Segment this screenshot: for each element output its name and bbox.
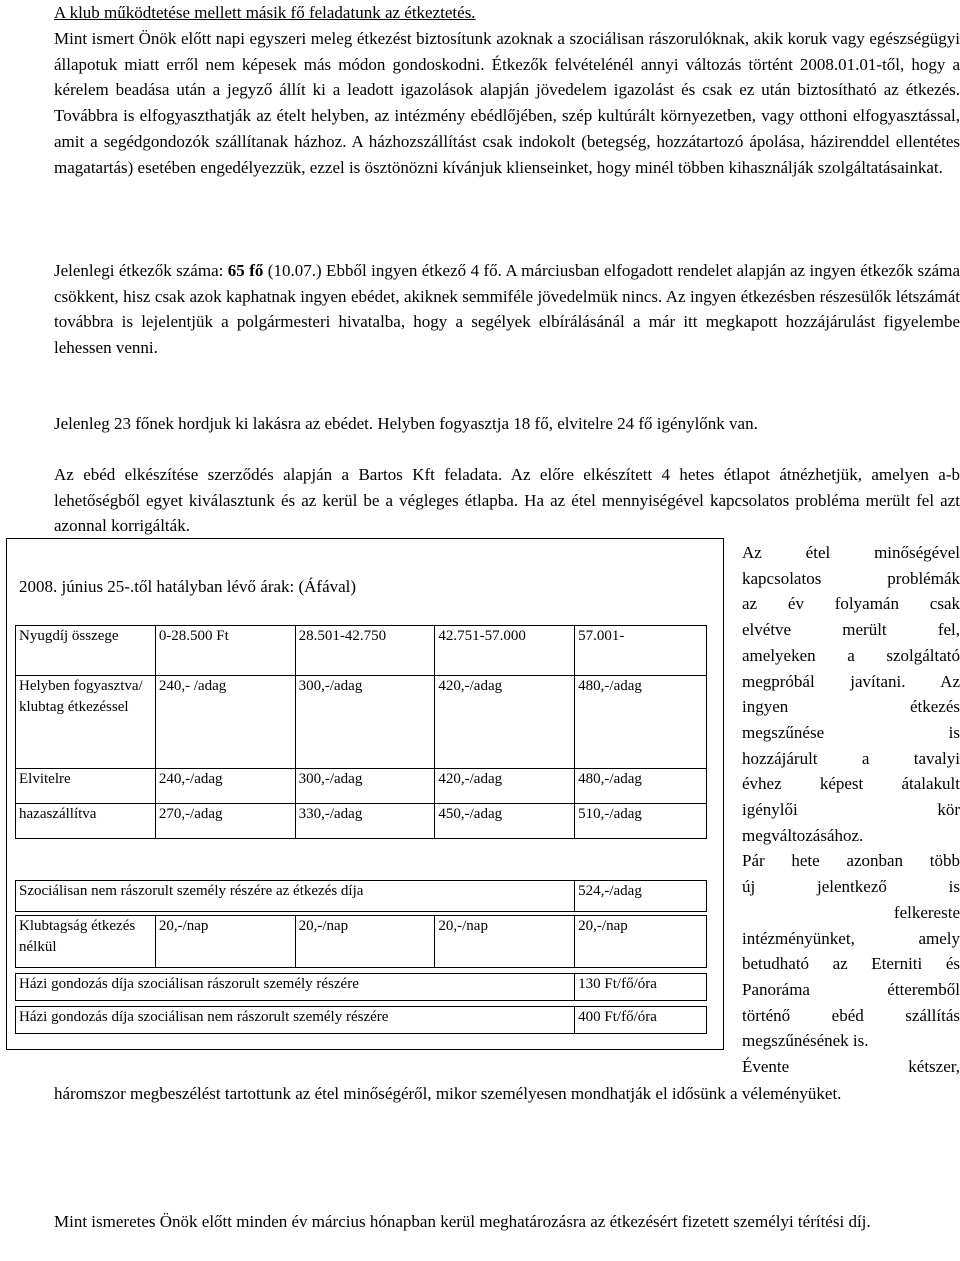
- side-line: elvétve merült fel,: [742, 620, 960, 640]
- paragraph-meal-service: Mint ismert Önök előtt napi egyszeri meleg étkezést biztosítunk azoknak a szociálisan rászorulóknak, akik koruk vagy egészségügyi állapotuk miatt erről nem képesek más módon gondoskodni. Étkezők felvételénél annyi változás történt 2008.01.01-től, hogy a kérelem beadása után a jegyző állít ki a leadott igazolások alapján jövedelem igazolást és csak ez után biztosítható az étkezés. Továbbra is elfogyaszthatják az ételt helyben, az intézmény ebédlőjében, szép kultúrált környezetben, vagy otthoni elfogyasztással, amit a segédgondozók szállítanak házhoz. A házhozszállítást csak indokolt (betegség, hozzátartozó ápolása, házirenddel ellentétes magatartás) esetében engedélyezzük, ezzel is ösztönözni kívánjuk klienseinket, hogy minél többen kihasználják szolgáltatásainkat.: [54, 29, 960, 177]
- price-box-title: 2008. június 25-.től hatályban lévő árak: (Áfával): [19, 577, 357, 596]
- side-line: betudható az Eterniti és: [742, 954, 960, 974]
- price-table-club: [15, 915, 707, 968]
- takeaway-price-4: 480,-/adag: [575, 769, 707, 804]
- takeaway-price-3: 420,-/adag: [435, 769, 575, 804]
- diners-suffix: (10.07.) Ebből ingyen étkező 4 fő. A márciusban elfogadott rendelet alapján az ingyen étkezők száma csökkent, hisz csak azok kaphatnak ingyen ebédet, akiknek semmiféle jövedelmük nincs. Az ingyen étkezésben részesülők létszámát továbbra is lejelentjük a polgármesteri hivatalba, hogy a segélyek elbírálásánál a már itt megkapott hozzájárulást figyelembe lehessen venni.: [54, 261, 960, 358]
- table-row-non-needy: [16, 881, 707, 912]
- price-table-home-care-non-needy: [15, 1006, 707, 1034]
- takeaway-price-1: 240,-/adag: [155, 769, 295, 804]
- home-care-non-needy-price: 400 Ft/fő/óra: [575, 1007, 707, 1034]
- table-row-takeaway: [16, 769, 707, 804]
- intro-line: [54, 0, 960, 26]
- side-line: ingyen étkezés: [742, 697, 960, 717]
- tier-4: 57.001-: [575, 626, 707, 676]
- side-line: amelyeken a szolgáltató: [742, 645, 960, 665]
- price-table-main: [15, 625, 707, 839]
- delivered-price-1: 270,-/adag: [155, 804, 295, 839]
- price-table-home-care-needy: [15, 973, 707, 1001]
- side-line: az év folyamán csak: [742, 594, 960, 614]
- paragraph-meetings: háromszor megbeszélést tartottunk az étel minőségéről, mikor személyesen mondhatják el idősünk a véleményüket.: [54, 1084, 842, 1103]
- side-line: Panoráma étteremből: [742, 979, 960, 999]
- delivered-label: hazaszállítva: [16, 804, 156, 839]
- home-care-needy-label: Házi gondozás díja szociálisan rászorult személy részére: [16, 974, 575, 1001]
- side-line: megváltozásához.: [742, 825, 864, 845]
- home-care-non-needy-label: Házi gondozás díja szociálisan nem rászorult személy részére: [16, 1007, 575, 1034]
- table-row-home-care-needy: [16, 974, 707, 1001]
- side-line: történő ebéd szállítás: [742, 1005, 960, 1025]
- onsite-price-3: 420,-/adag: [435, 676, 575, 769]
- side-line: kapcsolatos problémák: [742, 568, 960, 588]
- price-table-non-needy: [15, 880, 707, 912]
- onsite-price-4: 480,-/adag: [575, 676, 707, 769]
- onsite-price-2: 300,-/adag: [295, 676, 435, 769]
- paragraph-current-diners: [54, 258, 960, 361]
- side-line: Évente kétszer,: [742, 1057, 960, 1077]
- paragraph-fee-info: Mint ismeretes Önök előtt minden év március hónapban kerül meghatározásra az étkezésért fizetett személyi térítési díj.: [54, 1212, 871, 1231]
- paragraph-menu-contract: Az ebéd elkészítése szerződés alapján a Bartos Kft feladata. Az előre elkészített 4 hetes étlapot átnézhetjük, amelyen a-b lehetőségből egyet kiválasztunk és az kerül be a végleges étlapba. Ha az étel mennyiségével kapcsolatos probléma merült fel azt azonnal korrigálták.: [54, 465, 960, 536]
- takeaway-price-2: 300,-/adag: [295, 769, 435, 804]
- takeaway-label: Elvitelre: [16, 769, 156, 804]
- table-row-club: [16, 916, 707, 968]
- price-box: [6, 538, 724, 1050]
- side-line: hozzájárult a tavalyi: [742, 748, 960, 768]
- side-line: igénylői kör: [742, 800, 960, 820]
- delivered-price-4: 510,-/adag: [575, 804, 707, 839]
- home-care-needy-price: 130 Ft/fő/óra: [575, 974, 707, 1001]
- tiers-label: Nyugdíj összege: [16, 626, 156, 676]
- side-line: új jelentkező is: [742, 877, 960, 897]
- diners-count: 65 fő: [227, 261, 264, 280]
- tier-3: 42.751-57.000: [435, 626, 575, 676]
- club-price-4: 20,-/nap: [575, 916, 707, 968]
- tier-1: 0-28.500 Ft: [155, 626, 295, 676]
- side-line: évhez képest átalakult: [742, 774, 960, 794]
- side-line: felkereste: [893, 902, 960, 922]
- table-row-tiers: [16, 626, 707, 676]
- intro-text: A klub működtetése mellett másik fő feladatunk az étkeztetés.: [54, 3, 476, 22]
- onsite-label: Helyben fogyasztva/ klubtag étkezéssel: [16, 676, 156, 769]
- side-line: megpróbál javítani. Az: [742, 671, 960, 691]
- side-line: megszűnése is: [742, 722, 960, 742]
- side-line: megszűnésének is.: [742, 1031, 869, 1051]
- table-row-home-care-non-needy: [16, 1007, 707, 1034]
- non-needy-label: Szociálisan nem rászorult személy részére az étkezés díja: [16, 881, 575, 912]
- table-row-delivered: [16, 804, 707, 839]
- club-price-1: 20,-/nap: [155, 916, 295, 968]
- club-price-2: 20,-/nap: [295, 916, 435, 968]
- club-price-3: 20,-/nap: [435, 916, 575, 968]
- delivered-price-3: 450,-/adag: [435, 804, 575, 839]
- onsite-price-1: 240,- /adag: [155, 676, 295, 769]
- tier-2: 28.501-42.750: [295, 626, 435, 676]
- paragraph-delivery-counts: Jelenleg 23 főnek hordjuk ki lakásra az ebédet. Helyben fogyasztja 18 fő, elvitelre 24 fő igénylőnk van.: [54, 414, 758, 433]
- side-line: Pár hete azonban több: [742, 851, 960, 871]
- side-line: Az étel minőségével: [742, 543, 960, 562]
- side-line: intézményünket, amely: [742, 928, 960, 948]
- delivered-price-2: 330,-/adag: [295, 804, 435, 839]
- diners-prefix: Jelenlegi étkezők száma:: [54, 261, 228, 280]
- side-column-text: [742, 540, 960, 1080]
- club-label: Klubtagság étkezés nélkül: [16, 916, 156, 968]
- non-needy-price: 524,-/adag: [575, 881, 707, 912]
- table-row-onsite: [16, 676, 707, 769]
